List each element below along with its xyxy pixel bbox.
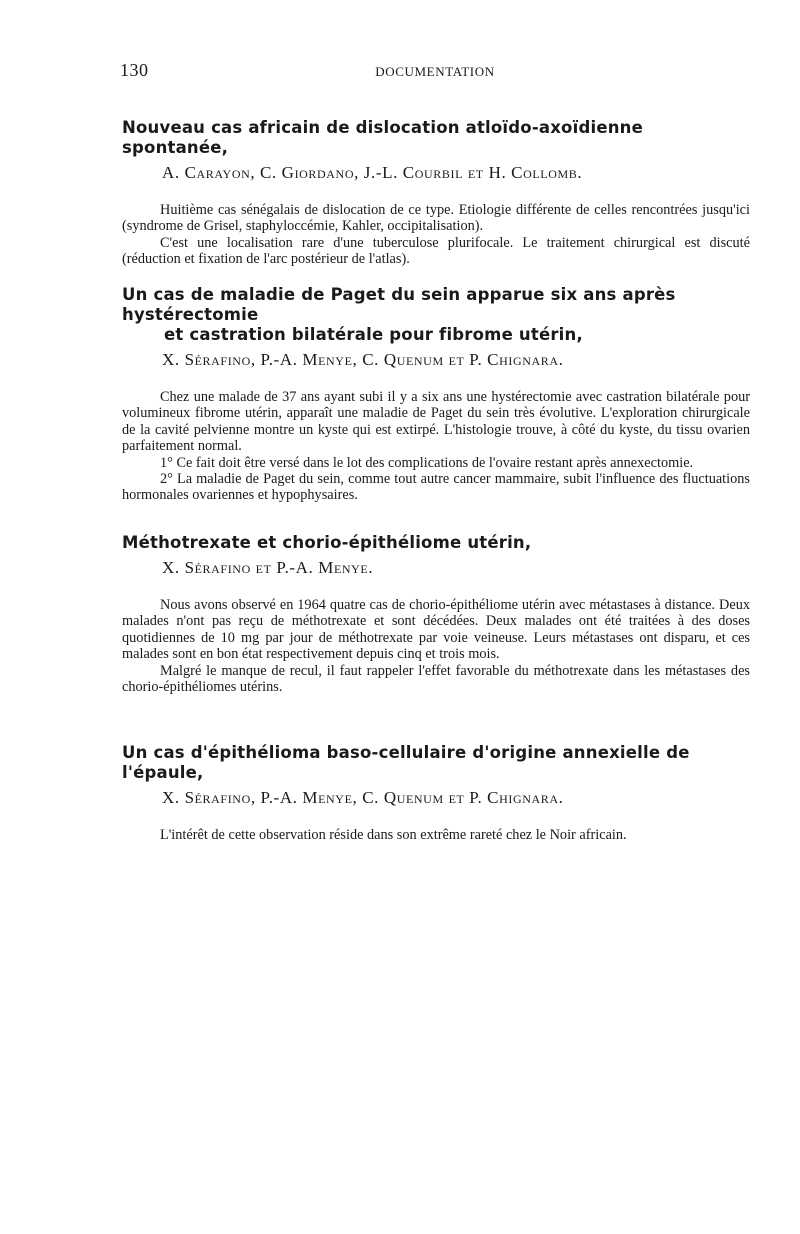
abstract-paragraph: C'est une localisation rare d'une tuberculose plurifocale. Le traitement chirurgical est discuté (réduction et fixation de l'arc postérieur de l'atlas). bbox=[122, 234, 750, 268]
article-authors: X. Sérafino, P.-A. Menye, C. Quenum et P. Chignara. bbox=[162, 350, 564, 369]
article-title-line: Un cas de maladie de Paget du sein apparue six ans après hystérectomie bbox=[122, 285, 676, 324]
article-title bbox=[122, 533, 750, 553]
article-abstract bbox=[122, 597, 750, 695]
article-authors: A. Carayon, C. Giordano, J.-L. Courbil et H. Collomb. bbox=[162, 163, 583, 182]
article-title bbox=[122, 285, 750, 345]
abstract-paragraph: Nous avons observé en 1964 quatre cas de chorio-épithéliome utérin avec métastases à distance. Deux malades n'ont pas reçu de méthotrexate et sont décédées. Deux malades ont été traitées à des doses quotidiennes de 10 mg par jour de méthotrexate par voie veineuse. Leurs métastases ont disparu, et ces malades sont en bon état respectivement depuis cinq et trois mois. bbox=[122, 597, 750, 663]
page-number: 130 bbox=[120, 60, 149, 80]
abstract-paragraph: Malgré le manque de recul, il faut rappeler l'effet favorable du méthotrexate dans les métastases des chorio-épithéliomes utérins. bbox=[122, 662, 750, 696]
article-dislocation-atloido-axoidienne bbox=[122, 118, 750, 268]
abstract-paragraph: 2° La maladie de Paget du sein, comme tout autre cancer mammaire, subit l'influence des fluctuations hormonales ovariennes et hypophysaires. bbox=[122, 471, 750, 504]
article-title-line: et castration bilatérale pour fibrome utérin, bbox=[164, 325, 583, 344]
article-maladie-de-paget bbox=[122, 285, 750, 504]
article-authors: X. Sérafino et P.-A. Menye. bbox=[162, 558, 374, 577]
article-title bbox=[122, 743, 750, 783]
article-abstract bbox=[122, 202, 750, 268]
article-title-line: Nouveau cas africain de dislocation atloïdo-axoïdienne spontanée, bbox=[122, 118, 643, 157]
abstract-paragraph: L'intérêt de cette observation réside dans son extrême rareté chez le Noir africain. bbox=[160, 827, 627, 843]
running-header: DOCUMENTATION bbox=[375, 64, 495, 79]
article-abstract bbox=[122, 389, 750, 504]
article-title bbox=[122, 118, 750, 158]
article-title-line: Un cas d'épithélioma baso-cellulaire d'origine annexielle de l'épaule, bbox=[122, 743, 690, 782]
article-title-line: Méthotrexate et chorio-épithéliome utérin, bbox=[122, 533, 532, 552]
article-epithelioma-baso-cellulaire bbox=[122, 743, 750, 843]
article-abstract bbox=[122, 827, 750, 843]
article-methotrexate bbox=[122, 533, 750, 695]
article-authors: X. Sérafino, P.-A. Menye, C. Quenum et P. Chignara. bbox=[162, 788, 564, 807]
abstract-paragraph: 1° Ce fait doit être versé dans le lot des complications de l'ovaire restant après annexectomie. bbox=[160, 454, 694, 471]
abstract-paragraph: Huitième cas sénégalais de dislocation de ce type. Etiologie différente de celles rencontrées jusqu'ici (syndrome de Grisel, staphyloccémie, Kahler, occipitalisation). bbox=[122, 202, 750, 235]
abstract-paragraph: Chez une malade de 37 ans ayant subi il y a six ans une hystérectomie avec castration bilatérale pour volumineux fibrome utérin, apparaît une maladie de Paget du sein très évolutive. L'exploration chirurgicale de la cavité pelvienne montre un kyste qui est extirpé. L'histologie trouve, à côté du kyste, du tissu ovarien parfaitement normal. bbox=[122, 389, 750, 455]
